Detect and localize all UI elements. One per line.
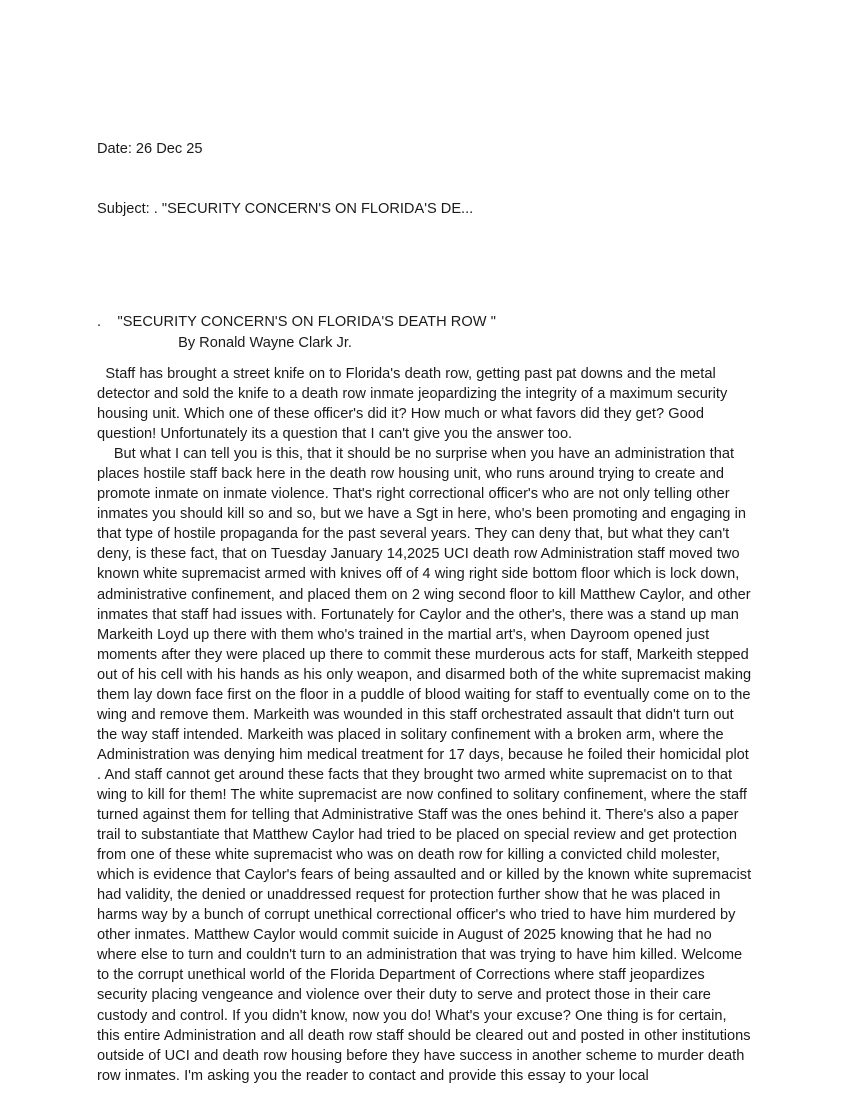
message-header [97,99,753,259]
title-block [97,312,753,353]
essay-byline: By Ronald Wayne Clark Jr. [97,334,352,351]
body-paragraph-2: But what I can tell you is this, that it should be no surprise when you have an administration that places hostile staff back here in the death row housing unit, who runs around trying to create and promote inmate on inmate violence. That's right correctional officer's who are not only telling other inmates you should kill so and so, but we have a Sgt in here, who's been promoting and engaging in that type of hostile propaganda for the past several years. They can deny that, but what they can't deny, is these fact, that on Tuesday January 14,2025 UCI death row Administration staff moved two known white supremacist armed with knives off of 4 wing right side bottom floor which is lock down, administrative confinement, and placed them on 2 wing second floor to kill Matthew Caylor, and other inmates that staff had issues with. Fortunately for Caylor and the other's, there was a stand up man Markeith Loyd up there with them who's trained in the martial art's, when Dayroom opened just moments after they were placed up there to commit these murderous acts for staff, Markeith stepped out of his cell with his hands as his only weapon, and disarmed both of the white supremacist making them lay down face first on the floor in a puddle of blood waiting for staff to eventually come on to the wing and remove them. Markeith was wounded in this staff orchestrated assault that didn't turn out the way staff intended. Markeith was placed in solitary confinement with a broken arm, where the Administration was denying him medical treatment for 17 days, because he foiled their homicidal plot . And staff cannot get around these facts that they brought two armed white supremacist on to that wing to kill for them! The white supremacist are now confined to solitary confinement, where the staff turned against them for telling that Administrative Staff was the ones behind it. There's also a paper trail to substantiate that Matthew Caylor had tried to be placed on special review and get protection from one of these white supremacist who was on death row for killing a convicted child molester, which is evidence that Caylor's fears of being assaulted and or killed by the known white supremacist had validity, the denied or unaddressed request for protection further show that he was placed in harms way by a bunch of corrupt unethical correctional officer's who tried to have him murdered by other inmates. Matthew Caylor would commit suicide in August of 2025 knowing that he had no where else to turn and couldn't turn to an administration that was trying to have him killed. Welcome to the corrupt unethical world of the Florida Department of Corrections where staff jeopardizes security placing vengeance and violence over their duty to serve and protect those in their care custody and control. If you didn't know, now you do! What's your excuse? One thing is for certain, this entire Administration and all death row staff should be cleared out and posted in other institutions outside of UCI and death row housing before they have success in another scheme to murder death row inmates. I'm asking you the reader to contact and provide this essay to your local [97,446,756,1084]
date-line: Date: 26 Dec 25 [97,141,203,157]
body-paragraph-1: Staff has brought a street knife on to Florida's death row, getting past pat downs and the metal detector and sold the knife to a death row inmate jeopardizing the integrity of a maximum security housing unit. Which one of these officer's did it? How much or what favors did they get? Good question! Unfortunately its a question that I can't give you the answer too. [97,366,732,443]
document-content [97,99,756,1086]
essay-title: . "SECURITY CONCERN'S ON FLORIDA'S DEATH ROW " [97,314,496,330]
subject-line: Subject: . "SECURITY CONCERN'S ON FLORIDA'S DE... [97,201,474,217]
essay-body [97,364,756,1086]
